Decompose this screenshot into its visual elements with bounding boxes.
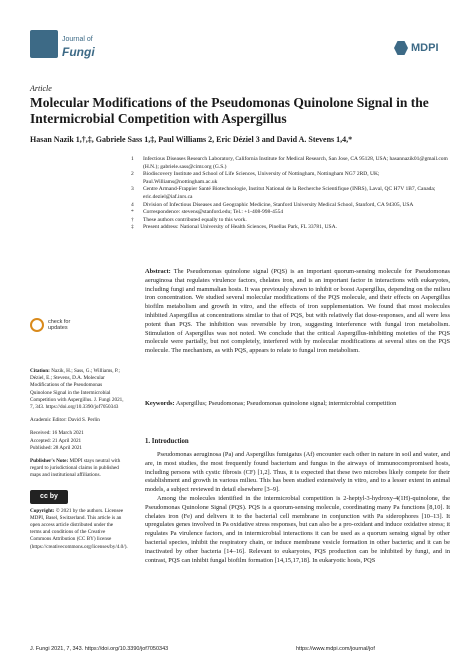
mdpi-text: MDPI (411, 42, 439, 54)
check-updates-line1: check for (48, 319, 71, 325)
check-updates-line2: updates (48, 325, 68, 331)
intro-paragraph-1: Pseudomonas aeruginosa (Pa) and Aspergillus fumigatus (Af) encounter each other in nature in soil and water, and are, in most studies, the most frequently found bacterium and fungus in the airways of immunocompromised hosts, including persons with cystic fibrosis (CF) [1,2]. Thus, it is expected that these two microbes likely compete for their establishment and growth in various milieu. This has been studied extensively in vitro, and to a lesser extent in animal models, a subject reviewed in detail elsewhere [3–9]. (145, 451, 450, 494)
affiliation-item (131, 171, 451, 186)
abstract (145, 268, 450, 356)
section-heading-introduction: 1. Introduction (145, 438, 189, 445)
copyright-text: © 2021 by the authors. Licensee MDPI, Basel, Switzerland. This article is an open access article distributed under the terms and conditions of the Creative Commons Attribution (CC BY) license (https://creativecommons.org/licenses/by/4.0/). (30, 507, 128, 550)
author-list: Hasan Nazik 1,†,‡, Gabriele Sass 1,‡, Paul Williams 2, Eric Déziel 3 and David A. Stevens 1,4,* (30, 135, 353, 144)
mdpi-hexagon-icon (394, 41, 408, 55)
introduction-body (145, 451, 450, 565)
keywords (145, 400, 450, 409)
accepted-date: Accepted: 21 April 2021 (30, 437, 82, 444)
intro-paragraph-2: Among the molecules identified in the intermicrobial competition is 2-heptyl-3-hydroxy-4(1H)-quinolone, the Pseudomonas Quinolone Signal (PQS). PQS is a quorum-sensing molecule, coordinating many Pa functions [8,10]. It chelates iron (Fe) and delivers it to the bacterial cell membrane in conjunction with Pa siderophores [10–13]. It upregulates genes involved in Pa oxidative stress responses, but can also be a pro-oxidant and induce oxidative stress; it regulates Pa virulence factors, and in intermicrobial interactions it can be used as a quorum sensing signal by other bacterial species, inhibit the respiratory chain, or induce membrane vesicle formation in other bacteria; and it can be inactivated by other bacteria [14–16]. Relevant to eukaryotes, PQS production can be inhibited by fungi, and in contrast, PQS can inhibit fungal biofilm formation [14,15,17,18]. In eukaryotic hosts, PQS (145, 494, 450, 564)
affiliation-text: Correspondence: stevens@stanford.edu; Tel.: +1-408-998-4554 (143, 209, 284, 216)
keywords-text: Aspergillus; Pseudomonas; Pseudomonas quinolone signal; intermicrobial competition (175, 400, 397, 407)
mdpi-logo (394, 40, 440, 56)
publisher-note: MDPI stays neutral with regard to jurisdictional claims in published maps and institutional affiliations. (30, 458, 121, 479)
affiliation-marker: † (131, 216, 134, 223)
abstract-label: Abstract: (145, 268, 171, 275)
check-updates-icon (30, 318, 44, 332)
academic-editor: Academic Editor: David S. Perlin (30, 417, 100, 424)
footer-journal-url[interactable]: https://www.mdpi.com/journal/jof (296, 646, 375, 652)
cc-badge-label: cc by (40, 493, 58, 501)
affiliation-text: Biodiscovery Institute and School of Life Sciences, University of Nottingham, Nottingham NG7 2RD, UK; Paul.Williams@nottingham.ac.uk (143, 171, 380, 185)
abstract-text: The Pseudomonas quinolone signal (PQS) is an important quorum-sensing molecule for Pseudomonas aeruginosa that regulates virulence factors, chelates iron, and is an important factor in interactions with eukaryotes, including fungi and mammalian hosts. It was previously shown to inhibit or boost Aspergillus, depending on the milieu iron concentration. We studied several molecular modifications of the PQS molecule, and their effects on Aspergillus biofilm metabolism and growth in vitro, and the effects of iron supplementation. We found that most molecules inhibited Aspergillus at concentrations similar to that of PQS, but with relatively flat dose-responses, and all were less potent than PQS. The inhibition was reversible by iron, suggesting interference with fungal iron metabolism. Stimulation of Aspergillus was not noted. We conclude that the critical Aspergillus-inhibiting moieties of the PQS molecule were partially, but not completely, interfered with by molecular modifications at several sites on the PQS molecule. The mechanism, as with PQS, appears to relate to fungal iron metabolism. (145, 268, 450, 355)
citation-text: Nazik, H.; Sass, G.; Williams, P.; Déziel, E.; Stevens, D.A. Molecular Modifications of the Pseudomonas Quinolone Signal in the Intermicrobial Competition with Aspergillus. J. Fungi 2021, 7, 343. https://doi.org/10.3390/jof7050343 (30, 368, 124, 411)
affiliation-marker: 3 (131, 186, 134, 193)
affiliation-text: These authors contributed equally to this work. (143, 216, 247, 223)
keywords-label: Keywords: (145, 400, 175, 407)
affiliation-item (131, 224, 451, 232)
affiliation-item (131, 209, 451, 217)
check-for-updates-button[interactable] (30, 318, 70, 332)
affiliation-marker: 1 (131, 156, 134, 162)
affiliation-text: Centre Armand-Frappier Santé Biotechnologie, Institut National de la Recherche Scientifique (INRS), Laval, QC H7V 1B7, Canada; eric.deziel@iaf.inrs.ca (143, 186, 436, 200)
affiliation-text: Infectious Diseases Research Laboratory, California Institute for Medical Research, San Jose, CA 95128, USA; hasannazik01@gmail.com (H.N.); gabriele.sass@cimr.org (G.S.) (143, 156, 448, 170)
journal-name: Fungi (62, 45, 95, 59)
article-title: Molecular Modifications of the Pseudomonas Quinolone Signal in the Intermicrobial Competition with Aspergillus (30, 95, 429, 126)
publisher-note-label: Publisher's Note: (30, 458, 69, 465)
affiliation-item (131, 186, 451, 201)
article-info-sidebar (30, 368, 128, 557)
journal-logo-icon (30, 30, 58, 58)
affiliation-item (131, 156, 451, 171)
affiliation-marker: * (131, 209, 134, 216)
citation-label: Citation: (30, 368, 50, 374)
received-date: Received: 16 March 2021 (30, 430, 84, 437)
cc-by-license-badge[interactable] (30, 490, 68, 504)
copyright-label: Copyright: (30, 507, 55, 514)
footer-citation[interactable]: J. Fungi 2021, 7, 343. https://doi.org/10.3390/jof7050343 (30, 646, 169, 652)
published-date: Published: 28 April 2021 (30, 444, 83, 451)
journal-of-label: Journal of (62, 36, 93, 43)
affiliations (131, 156, 451, 232)
affiliation-text: Division of Infectious Diseases and Geographic Medicine, Stanford University Medical School, Stanford, CA 94305, USA (143, 201, 414, 208)
affiliation-text: Present address: National University of Health Sciences, Pinellas Park, FL 33781, USA. (143, 224, 337, 231)
affiliation-marker: ‡ (131, 224, 134, 231)
affiliation-marker: 4 (131, 201, 134, 208)
article-type: Article (30, 84, 52, 93)
affiliation-marker: 2 (131, 171, 134, 178)
